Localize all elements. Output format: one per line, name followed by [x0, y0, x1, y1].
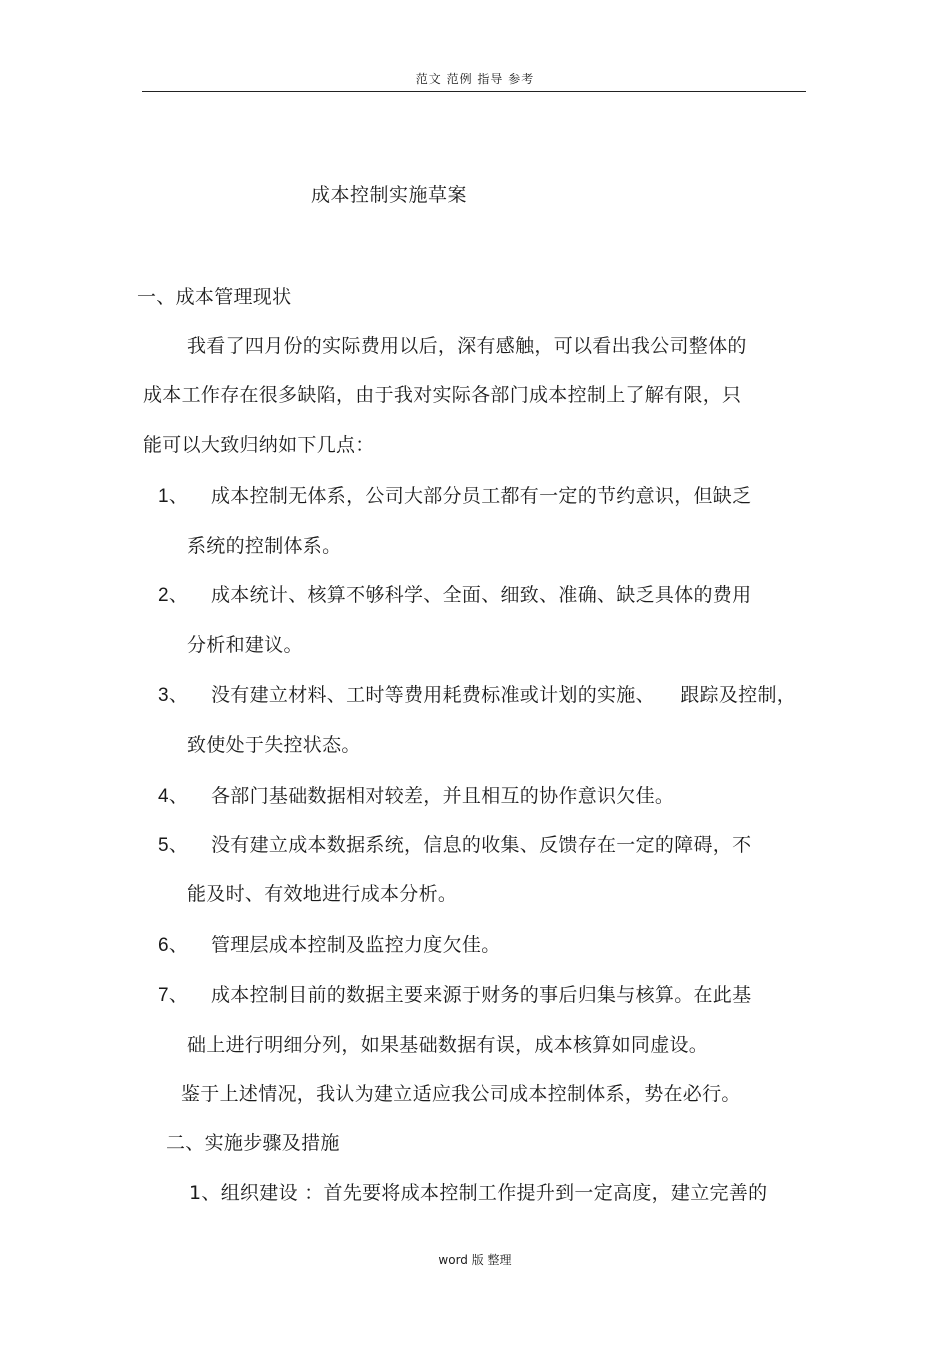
document-title: 成本控制实施草案: [311, 184, 468, 206]
list-item-number: 2、: [158, 585, 189, 606]
list-item-text: 没有建立成本数据系统，信息的收集、反馈存在一定的障碍，不: [211, 834, 752, 856]
intro-line-2: 成本工作存在很多缺陷，由于我对实际各部门成本控制上了解有限，只: [143, 384, 742, 406]
list-item-text: 础上进行明细分列，如果基础数据有误，成本核算如同虚设。: [187, 1034, 709, 1056]
header-divider: [142, 91, 806, 92]
step-item-1: 1、组织建设 ：首先要将成本控制工作提升到一定高度，建立完善的: [189, 1182, 768, 1204]
list-item-text: 能及时、有效地进行成本分析。: [187, 883, 458, 905]
list-item-number: 1、: [158, 486, 189, 507]
intro-line-1: 我看了四月份的实际费用以后，深有感触，可以看出我公司整体的: [187, 335, 747, 357]
page-footer: word 版 整理: [438, 1253, 512, 1267]
list-item-text: 没有建立材料、工时等费用耗费标准或计划的实施、 跟踪及控制，: [211, 684, 797, 706]
intro-line-3: 能可以大致归纳如下几点：: [143, 434, 375, 456]
list-item-number: 4、: [158, 786, 189, 807]
list-item-text: 成本统计、核算不够科学、全面、细致、准确、缺乏具体的费用: [211, 584, 752, 606]
list-item-number: 5、: [158, 835, 189, 856]
page-header: 范文 范例 指导 参考: [415, 72, 535, 86]
list-item-number: 6、: [158, 935, 189, 956]
list-item-text: 各部门基础数据相对较差，并且相互的协作意识欠佳。: [211, 785, 675, 807]
list-item-number: 7、: [158, 985, 189, 1006]
conclusion-paragraph: 鉴于上述情况，我认为建立适应我公司成本控制体系，势在必行。: [181, 1083, 741, 1105]
list-item-text: 系统的控制体系。: [187, 535, 342, 557]
list-item-number: 3、: [158, 685, 189, 706]
section-heading-1: 一、成本管理现状: [137, 286, 292, 308]
list-item-text: 管理层成本控制及监控力度欠佳。: [211, 934, 501, 956]
list-item-text: 成本控制目前的数据主要来源于财务的事后归集与核算。在此基: [211, 984, 752, 1006]
section-heading-2: 二、实施步骤及措施: [166, 1132, 340, 1154]
list-item-text: 致使处于失控状态。: [187, 734, 361, 756]
list-item-text: 成本控制无体系，公司大部分员工都有一定的节约意识，但缺乏: [211, 485, 752, 507]
list-item-text: 分析和建议。: [187, 634, 303, 656]
